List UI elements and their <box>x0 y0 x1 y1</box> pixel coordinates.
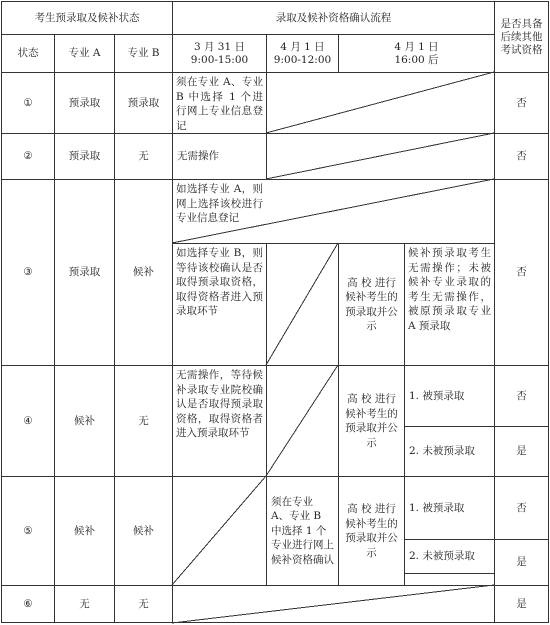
row5-outcome-admitted: 1. 被预录取 <box>409 501 465 514</box>
row6-status: ⑥ <box>23 597 33 610</box>
header-phase-1: 3 月 31 日 9:00-15:00 <box>190 40 249 66</box>
row2-eligibility: 否 <box>516 150 527 163</box>
row3-major-b: 候补 <box>133 266 154 279</box>
row6-major-b: 无 <box>138 597 149 610</box>
row2-major-a: 预录取 <box>68 150 101 163</box>
row1-eligibility: 否 <box>516 96 527 109</box>
row2-phase1-text: 无需操作 <box>177 150 219 163</box>
row5-eligibility-not-admitted: 是 <box>516 556 527 569</box>
row1-major-a: 预录取 <box>68 96 101 109</box>
row5-major-b: 候补 <box>133 524 154 537</box>
header-col-major-a: 专业 A <box>68 47 101 59</box>
row5-phase3-school-action: 高 校 进行候补考生的预录取并公示 <box>345 503 398 559</box>
row6-eligibility: 是 <box>516 597 527 610</box>
row5-eligibility-admitted: 否 <box>516 501 527 514</box>
row4-phase1-text: 无需操作，等待候补录取专业院校确认是否取得预录取资格，取得资格者进入预录取环节 <box>176 369 263 439</box>
row4-phase3-school-action: 高 校 进行候补考生的预录取并公示 <box>345 393 398 449</box>
header-process-group: 录取及候补资格确认流程 <box>275 11 392 24</box>
row4-eligibility-not-admitted: 是 <box>516 445 527 458</box>
row4-status: ④ <box>23 414 33 427</box>
row2-major-b: 无 <box>138 150 149 163</box>
row1-major-b: 预录取 <box>127 96 160 109</box>
row4-outcome-not-admitted: 2. 未被预录取 <box>409 445 475 458</box>
row3-phase1-option-a: 如选择专业 A，则网上选择该校进行专业信息登记 <box>176 183 263 224</box>
row3-phase1-option-b: 如选择专业 B，则等待该校确认是否取得预录取资格，取得资格者进入预录取环节 <box>176 247 263 317</box>
row4-major-b: 无 <box>138 414 149 427</box>
row4-major-a: 候补 <box>74 414 95 427</box>
row5-major-a: 候补 <box>74 524 95 537</box>
row5-phase2-text: 须在专业 A、专业 B 中选择 1 个专业进行网上候补资格确认 <box>271 495 334 566</box>
row3-status: ③ <box>23 266 33 279</box>
header-phase-3: 4 月 1 日 16:00 后 <box>394 40 439 66</box>
header-col-status: 状态 <box>17 47 39 59</box>
row6-major-a: 无 <box>79 597 90 610</box>
header-status-group: 考生预录取及候补状态 <box>34 11 140 24</box>
row5-outcome-not-admitted: 2. 未被预录取 <box>409 550 475 563</box>
row2-status: ② <box>23 150 33 163</box>
row1-status: ① <box>23 96 33 109</box>
row4-eligibility-admitted: 否 <box>516 389 527 402</box>
row1-phase1-text: 须在专业 A、专业 B 中选择 1 个进行网上专业信息登记 <box>176 76 263 132</box>
row3-phase3-school-action: 高 校 进行候补考生的预录取并公示 <box>345 276 398 332</box>
row5-status: ⑤ <box>23 524 33 537</box>
header-phase-2: 4 月 1 日 9:00-12:00 <box>273 40 332 66</box>
row4-outcome-admitted: 1. 被预录取 <box>409 389 465 402</box>
row3-major-a: 预录取 <box>68 266 101 279</box>
row3-phase3-student-note: 候补预录取考生无需操作；未被候补专业录取的考生无需操作，被原预录取专业 A 预录取 <box>408 247 491 332</box>
header-eligibility: 是否具备后续其他考试资格 <box>500 17 543 56</box>
row3-eligibility: 否 <box>516 266 527 279</box>
header-col-major-b: 专业 B <box>127 47 160 59</box>
